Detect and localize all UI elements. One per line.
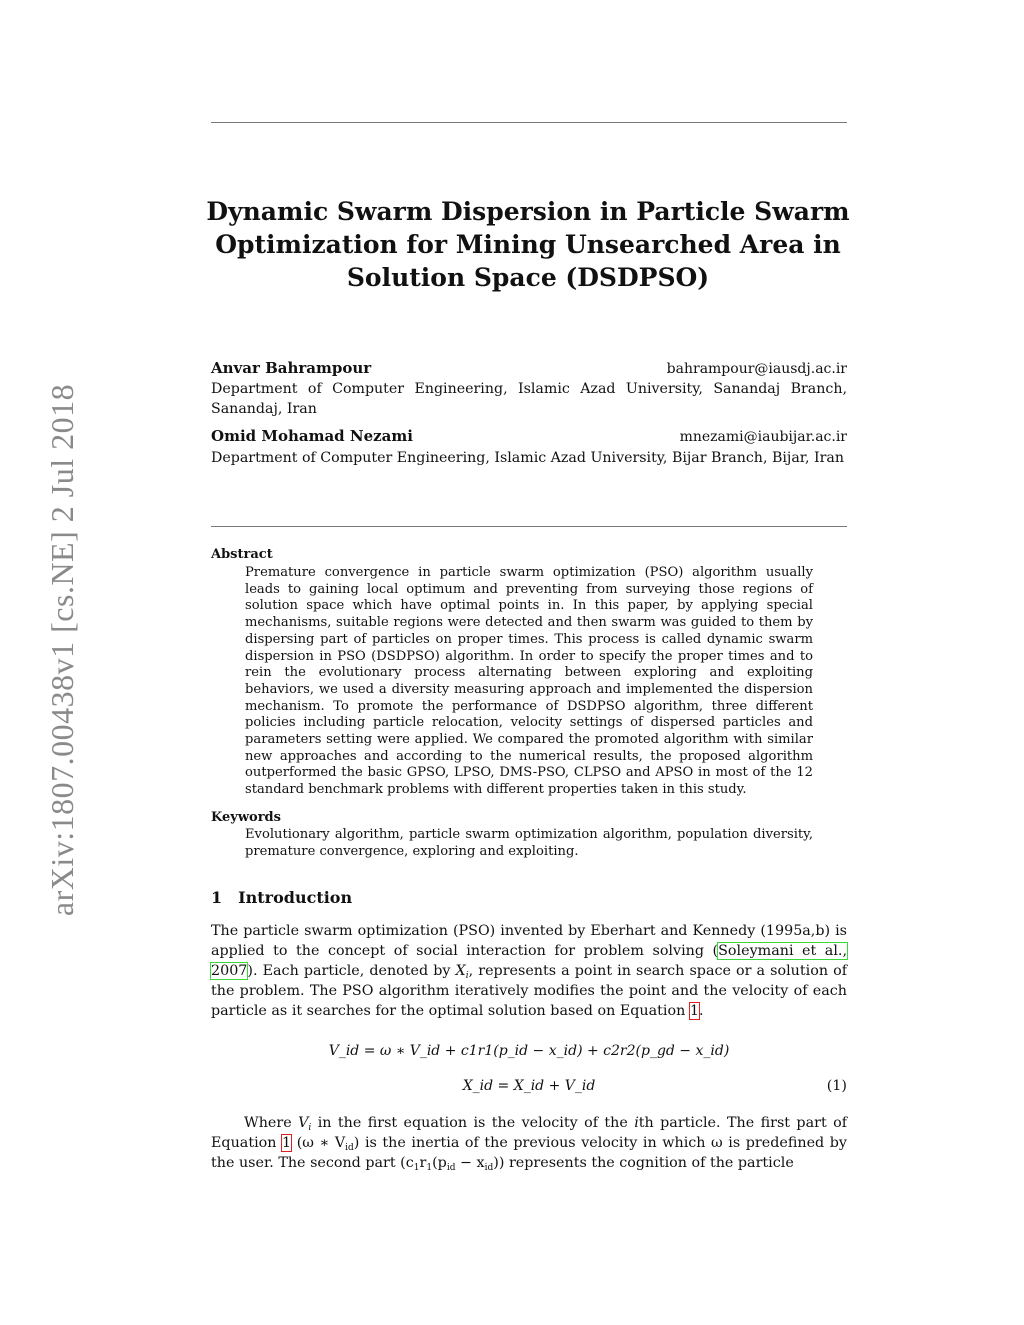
p2-text-a: Where xyxy=(244,1115,299,1131)
author-1-row xyxy=(211,359,847,377)
keywords-text: Evolutionary algorithm, particle swarm optimization algorithm, population diversity, premature convergence, exploring and exploiting. xyxy=(245,827,813,859)
p2-sub-1a: 1 xyxy=(413,1163,420,1173)
abstract-rule xyxy=(211,526,847,527)
author-1-name: Anvar Bahrampour xyxy=(211,359,372,377)
author-2-row xyxy=(211,427,847,445)
var-x-base: X xyxy=(455,963,466,979)
var-i: i xyxy=(634,1115,639,1131)
section-1-title: Introduction xyxy=(238,888,353,907)
top-rule xyxy=(211,122,847,123)
var-x xyxy=(456,963,469,979)
p2-sub-id: id xyxy=(345,1143,354,1153)
author-1-email[interactable]: bahrampour@iausdj.ac.ir xyxy=(666,361,847,377)
var-v-base: V xyxy=(298,1115,309,1131)
p1-text-a: The particle swarm optimization (PSO) invented by Eberhart and Kennedy (1995a,b) is applied to the concept of social interaction for problem solving ( xyxy=(211,923,847,959)
keywords-label: Keywords xyxy=(211,810,281,825)
var-v-sub: i xyxy=(308,1123,312,1133)
paper-title xyxy=(200,195,856,294)
intro-paragraph-1 xyxy=(211,921,847,1021)
p1-text-b: ). Each particle, denoted by xyxy=(247,963,456,979)
equation-line-2: X_id = X_id + V_id xyxy=(462,1078,596,1094)
p2-text-f: r xyxy=(419,1155,427,1171)
arxiv-stamp xyxy=(44,384,81,916)
p2-sub-1b: 1 xyxy=(426,1163,433,1173)
abstract-text: Premature convergence in particle swarm optimization (PSO) algorithm usually leads to gaining local optimum and preventing from surveying those regions of solution space which have optimal points in. In this paper, by applying special mechanisms, suitable regions were detected and then swarm was guided to them by dispersing part of particles on proper times. This process is called dynamic swarm dispersion in PSO (DSDPSO) algorithm. In order to specify the proper times and to rein the evolutionary process alternating between exploring and exploiting behaviors, we used a diversity measuring approach and implemented the dispersion mechanism. To promote the performance of DSDPSO algorithm, three different policies including particle relocation, velocity settings of dispersed particles and parameters setting were applied. We compared the promoted algorithm with similar new approaches and according to the numerical results, the proposed algorithm outperformed the basic GPSO, LPSO, DMS-PSO, CLPSO and APSO in most of the 12 standard benchmark problems with different properties taken in this study. xyxy=(245,565,813,798)
citation-soleymani[interactable]: Soleymani et al., 2007 xyxy=(211,943,847,979)
equation-number: (1) xyxy=(826,1078,847,1094)
section-1-number: 1 xyxy=(211,888,223,907)
p2-text-h: − x xyxy=(455,1155,485,1171)
p2-text-g: (p xyxy=(432,1155,447,1171)
p1-text-d: . xyxy=(698,1003,704,1019)
p1-text-c: , represents a point in search space or a solution of the problem. The PSO algorithm iteratively modifies the point and the velocity of each particle as it searches for the optimal solution based on Equation xyxy=(211,963,848,1019)
equation-line-1: V_id = ω ∗ V_id + c1r1(p_id − x_id) + c2r2(p_gd − x_id) xyxy=(328,1043,730,1059)
equation-ref-1[interactable]: 1 xyxy=(689,1003,699,1019)
p2-text-e: ) is the inertia of the previous velocity in which ω is predefined by the user. The second part (c xyxy=(211,1135,847,1171)
author-2-affiliation: Department of Computer Engineering, Islamic Azad University, Bijar Branch, Bijar, Iran xyxy=(211,450,845,466)
section-1-heading xyxy=(211,888,352,907)
title-line-1: Dynamic Swarm Dispersion in Particle Swarm xyxy=(206,197,850,226)
arxiv-stamp-text: arXiv:1807.00438v1 [cs.NE] 2 Jul 2018 xyxy=(44,383,80,917)
title-line-3: Solution Space (DSDPSO) xyxy=(346,263,710,292)
author-1-affiliation: Department of Computer Engineering, Islamic Azad University, Sanandaj Branch, Sanandaj, Iran xyxy=(211,381,847,417)
p2-text-b: in the first equation is the velocity of the xyxy=(311,1115,635,1131)
intro-paragraph-2 xyxy=(211,1113,847,1173)
p2-sub-id-b: id xyxy=(446,1163,456,1173)
var-v xyxy=(298,1115,311,1131)
var-x-sub: i xyxy=(465,971,469,981)
p2-sub-id-c: id xyxy=(484,1163,494,1173)
p2-text-c: th particle. The first part of Equation xyxy=(211,1115,847,1151)
title-line-2: Optimization for Mining Unsearched Area in xyxy=(215,230,841,259)
author-2-email[interactable]: mnezami@iaubijar.ac.ir xyxy=(679,429,847,445)
p2-text-i: )) represents the cognition of the particle xyxy=(493,1155,794,1171)
author-2-name: Omid Mohamad Nezami xyxy=(211,427,413,445)
abstract-label: Abstract xyxy=(211,547,273,562)
equation-ref-1b[interactable]: 1 xyxy=(282,1135,292,1151)
p2-text-d: (ω ∗ V xyxy=(291,1135,346,1151)
